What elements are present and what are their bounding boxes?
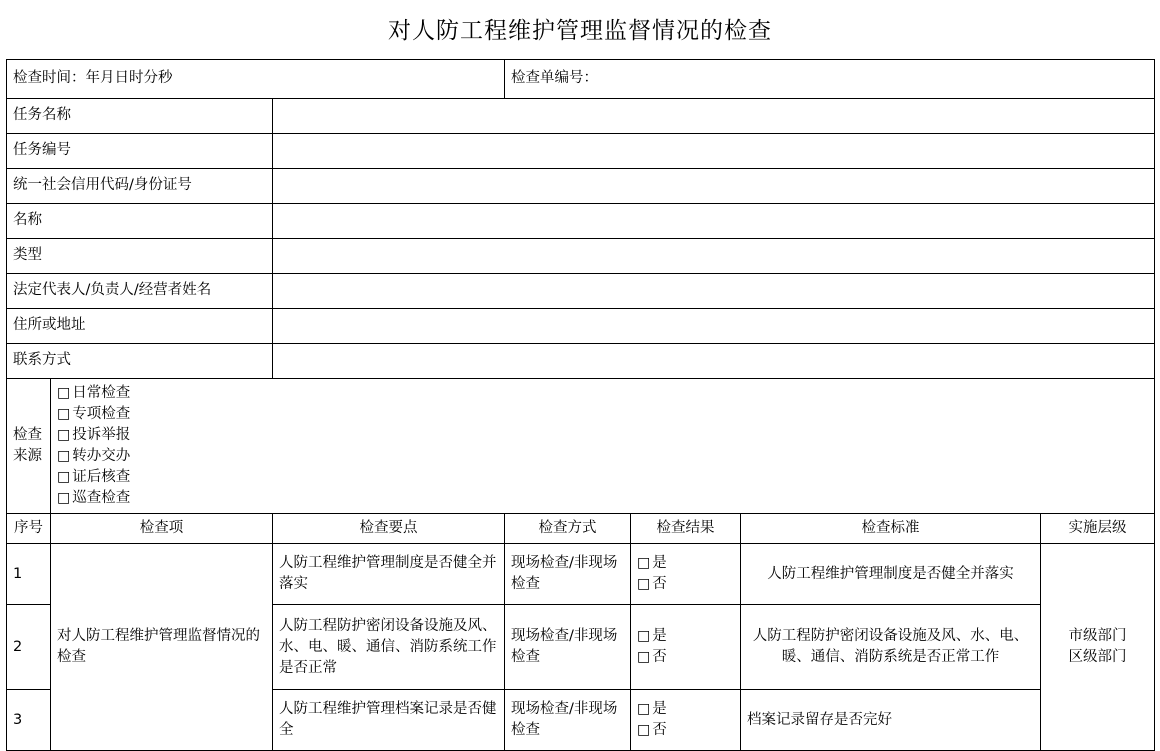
- checkbox-transferred-assignment[interactable]: [57, 446, 1148, 467]
- level-city: 市级部门: [1068, 628, 1127, 645]
- checkbox-result-no[interactable]: [637, 647, 734, 668]
- page-title: 对人防工程维护管理监督情况的检查: [388, 18, 772, 44]
- checkbox-icon[interactable]: □: [637, 649, 651, 666]
- field-label-task-name: 任务名称: [7, 99, 273, 134]
- row-number: 2: [7, 605, 51, 690]
- table-row: [7, 169, 1155, 204]
- checklist-row-1: [7, 544, 1155, 605]
- column-header-standard: 检查标准: [741, 514, 1041, 544]
- inspection-method: 现场检查/非现场检查: [505, 605, 631, 690]
- inspection-form: [6, 59, 1155, 751]
- column-header-method: 检查方式: [505, 514, 631, 544]
- inspection-point: 人防工程维护管理档案记录是否健全: [273, 690, 505, 751]
- checkbox-icon[interactable]: □: [57, 448, 71, 465]
- checkbox-icon[interactable]: □: [637, 555, 651, 572]
- checkbox-result-yes[interactable]: [637, 626, 734, 647]
- checkbox-icon[interactable]: □: [57, 406, 71, 423]
- checkbox-icon[interactable]: □: [637, 628, 651, 645]
- field-value-legal-rep[interactable]: [273, 274, 1155, 309]
- checkbox-label: 证后核查: [72, 469, 131, 486]
- field-value-name[interactable]: [273, 204, 1155, 239]
- field-label-address: 住所或地址: [7, 309, 273, 344]
- field-label-type: 类型: [7, 239, 273, 274]
- table-row: [7, 309, 1155, 344]
- field-value-credit-code[interactable]: [273, 169, 1155, 204]
- inspection-item-name: 对人防工程维护管理监督情况的检查: [51, 544, 273, 751]
- checkbox-result-yes[interactable]: [637, 699, 734, 720]
- field-label-name: 名称: [7, 204, 273, 239]
- table-row: [7, 239, 1155, 274]
- inspection-result-options: [631, 690, 741, 751]
- checkbox-icon[interactable]: □: [637, 701, 651, 718]
- checkbox-result-no[interactable]: [637, 574, 734, 595]
- header-row: [7, 60, 1155, 99]
- table-row: [7, 99, 1155, 134]
- field-value-contact[interactable]: [273, 344, 1155, 379]
- checkbox-icon[interactable]: □: [57, 427, 71, 444]
- checkbox-label: 是: [652, 555, 667, 572]
- field-value-type[interactable]: [273, 239, 1155, 274]
- row-number: 3: [7, 690, 51, 751]
- column-header-no: 序号: [7, 514, 51, 544]
- checkbox-label: 专项检查: [72, 406, 131, 423]
- checkbox-icon[interactable]: □: [57, 490, 71, 507]
- checkbox-complaint-report[interactable]: [57, 425, 1148, 446]
- inspection-source-row: [7, 379, 1155, 514]
- checkbox-label: 日常检查: [72, 385, 131, 401]
- inspection-point: 人防工程防护密闭设备设施及风、水、电、暖、通信、消防系统工作是否正常: [273, 605, 505, 690]
- checkbox-label: 是: [652, 701, 667, 718]
- checklist-header-row: [7, 514, 1155, 544]
- checkbox-icon[interactable]: □: [57, 385, 71, 401]
- field-label-legal-rep: 法定代表人/负责人/经营者姓名: [7, 274, 273, 309]
- field-value-task-number[interactable]: [273, 134, 1155, 169]
- checkbox-icon[interactable]: □: [637, 722, 651, 739]
- table-row: [7, 344, 1155, 379]
- checkbox-label: 否: [652, 576, 667, 593]
- row-number: 1: [7, 544, 51, 605]
- checkbox-post-license-verification[interactable]: [57, 467, 1148, 488]
- inspection-standard: 人防工程维护管理制度是否健全并落实: [741, 544, 1041, 605]
- field-label-credit-code: 统一社会信用代码/身份证号: [7, 169, 273, 204]
- checkbox-special-inspection[interactable]: [57, 404, 1148, 425]
- table-row: [7, 134, 1155, 169]
- implementation-level: [1041, 544, 1155, 751]
- checkbox-label: 巡查检查: [72, 490, 131, 507]
- column-header-result: 检查结果: [631, 514, 741, 544]
- checkbox-result-yes[interactable]: [637, 553, 734, 574]
- inspection-method: 现场检查/非现场检查: [505, 544, 631, 605]
- checkbox-label: 是: [652, 628, 667, 645]
- checkbox-icon[interactable]: □: [637, 576, 651, 593]
- field-value-address[interactable]: [273, 309, 1155, 344]
- column-header-level: 实施层级: [1041, 514, 1155, 544]
- checkbox-label: 否: [652, 722, 667, 739]
- checkbox-icon[interactable]: □: [57, 469, 71, 486]
- inspection-standard: 人防工程防护密闭设备设施及风、水、电、暖、通信、消防系统是否正常工作: [741, 605, 1041, 690]
- inspection-source-label: 检查来源: [7, 379, 51, 514]
- table-row: [7, 274, 1155, 309]
- form-number-cell: 检查单编号：: [505, 60, 1155, 99]
- checkbox-patrol-inspection[interactable]: [57, 488, 1148, 509]
- inspection-result-options: [631, 544, 741, 605]
- checkbox-daily-inspection[interactable]: [57, 383, 1148, 404]
- inspect-time-cell: 检查时间：年月日时分秒: [7, 60, 505, 99]
- field-value-task-name[interactable]: [273, 99, 1155, 134]
- inspection-result-options: [631, 605, 741, 690]
- checkbox-label: 转办交办: [72, 448, 131, 465]
- checkbox-result-no[interactable]: [637, 720, 734, 741]
- inspection-point: 人防工程维护管理制度是否健全并落实: [273, 544, 505, 605]
- column-header-point: 检查要点: [273, 514, 505, 544]
- inspection-method: 现场检查/非现场检查: [505, 690, 631, 751]
- inspection-standard: 档案记录留存是否完好: [741, 690, 1041, 751]
- inspection-source-options: [51, 379, 1155, 514]
- level-district: 区级部门: [1068, 649, 1127, 666]
- column-header-item: 检查项: [51, 514, 273, 544]
- table-row: [7, 204, 1155, 239]
- checkbox-label: 否: [652, 649, 667, 666]
- checkbox-label: 投诉举报: [72, 427, 131, 444]
- field-label-contact: 联系方式: [7, 344, 273, 379]
- field-label-task-number: 任务编号: [7, 134, 273, 169]
